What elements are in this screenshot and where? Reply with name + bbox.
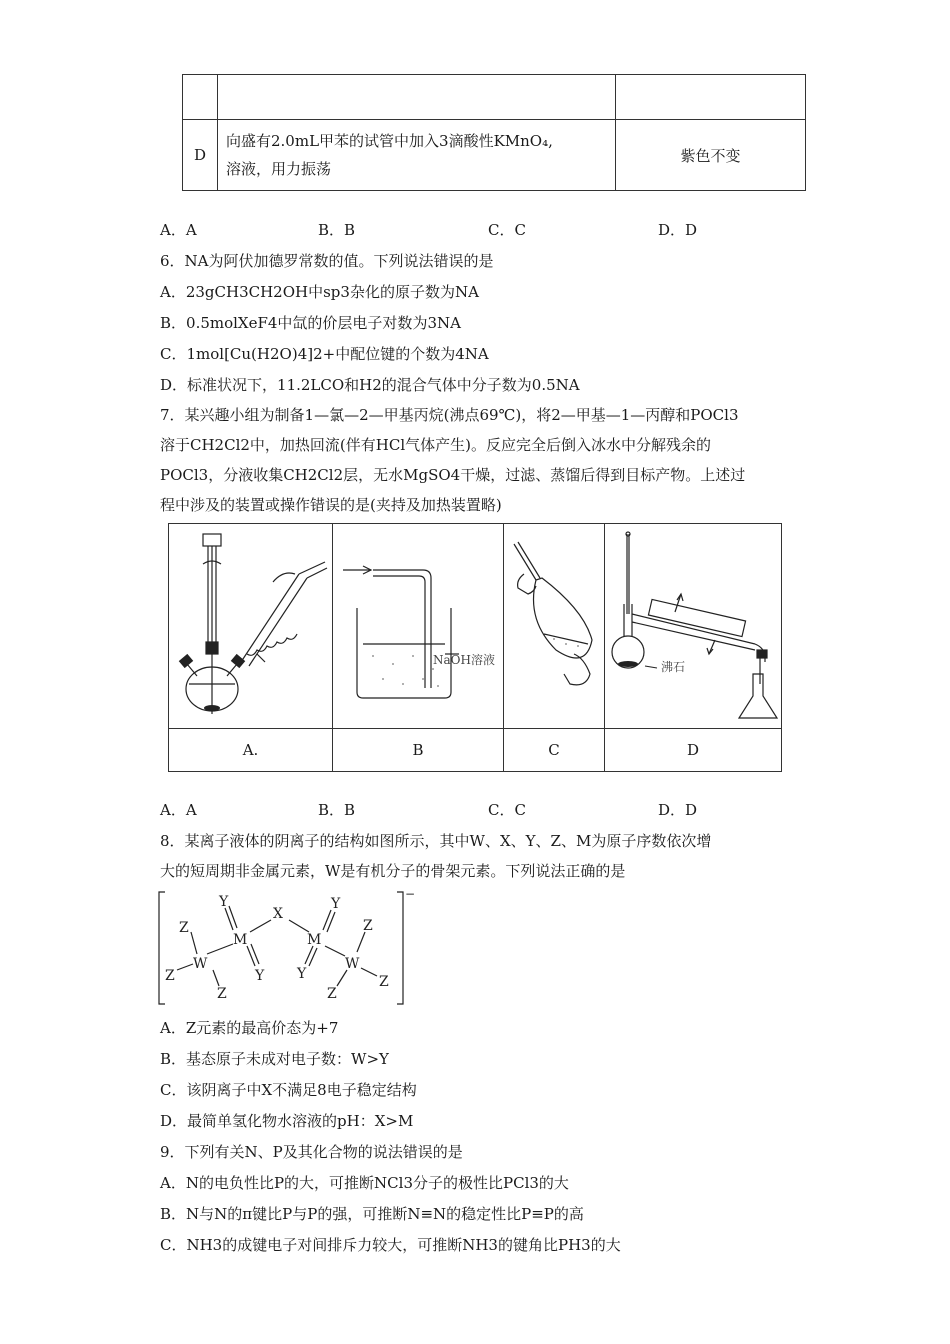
- atom-m: M: [233, 932, 248, 948]
- atom-z: Z: [363, 918, 373, 934]
- anion-charge: −: [405, 888, 416, 901]
- apparatus-c-cell: [504, 524, 605, 729]
- q5-row-d-label: D: [183, 120, 218, 191]
- q6-option-a: A．23gCH3CH2OH中sp3杂化的原子数为NA: [160, 283, 479, 301]
- panel-label-d: D: [605, 729, 782, 772]
- q6-option-c: C．1mol[Cu(H2O)4]2+中配位键的个数为4NA: [160, 345, 489, 363]
- atom-z: Z: [327, 986, 337, 1002]
- panel-label-c: C: [504, 729, 605, 772]
- atom-z: Z: [165, 968, 175, 984]
- atom-w: W: [193, 956, 208, 972]
- atom-w: W: [345, 956, 360, 972]
- reflux-apparatus-figure: [169, 524, 332, 724]
- atom-z: Z: [379, 974, 389, 990]
- atom-m: M: [307, 932, 322, 948]
- q9-option-c: C．NH3的成键电子对间排斥力较大，可推断NH3的键角比PH3的大: [160, 1236, 621, 1254]
- panel-label-a: A.: [169, 729, 333, 772]
- q8-option-c: C．该阴离子中X不满足8电子稳定结构: [160, 1081, 417, 1099]
- atom-z: Z: [179, 920, 189, 936]
- q9-option-b: B．N与N的π键比P与P的强，可推断N≡N的稳定性比P≡P的高: [160, 1205, 584, 1223]
- q5-option-b: B．B: [318, 221, 356, 239]
- apparatus-d-cell: [605, 524, 782, 729]
- q8-option-d: D．最简单氢化物水溶液的pH：X>M: [160, 1112, 414, 1130]
- atom-y: Y: [255, 968, 265, 984]
- atom-z: Z: [217, 986, 227, 1002]
- table-row: [183, 120, 806, 191]
- naoh-solution-label: NaOH溶液: [433, 653, 495, 667]
- q9-option-a: A．N的电负性比P的大，可推断NCl3分子的极性比PCl3的大: [160, 1174, 569, 1192]
- anion-structure-figure: [155, 888, 425, 1010]
- q8-stem-line2: 大的短周期非金属元素，W是有机分子的骨架元素。下列说法正确的是: [160, 862, 626, 880]
- q5-row-d-operation-line2: 溶液，用力振荡: [226, 160, 332, 178]
- apparatus-a-cell: [169, 524, 333, 729]
- q5-row-d-operation: [218, 120, 616, 191]
- q7-option-d: D．D: [658, 801, 698, 819]
- table-row: [169, 524, 782, 729]
- q7-option-b: B．B: [318, 801, 356, 819]
- boiling-stone-label: 沸石: [661, 660, 686, 674]
- q7-option-a: A．A: [160, 801, 197, 819]
- q7-stem-line2: 溶于CH2Cl2中，加热回流(伴有HCl气体产生)。反应完全后倒入冰水中分解残余的: [160, 436, 711, 454]
- q5-row-d-operation-line1: 向盛有2.0mL甲苯的试管中加入3滴酸性KMnO₄,: [226, 132, 553, 150]
- q6-option-d: D．标准状况下，11.2LCO和H2的混合气体中分子数为0.5NA: [160, 376, 580, 394]
- q8-option-b: B．基态原子未成对电子数：W>Y: [160, 1050, 389, 1068]
- beaker-apparatus-figure: [333, 524, 503, 724]
- atom-y: Y: [297, 966, 307, 982]
- panel-label-b: B: [333, 729, 504, 772]
- apparatus-b-cell: [333, 524, 504, 729]
- q5-row-d-phenomenon: 紫色不变: [616, 120, 806, 191]
- q7-option-c: C．C: [488, 801, 526, 819]
- q7-apparatus-table: [168, 523, 782, 772]
- q8-stem-line1: 8．某离子液体的阴离子的结构如图所示，其中W、X、Y、Z、M为原子序数依次增: [160, 832, 712, 850]
- q5-option-d: D．D: [658, 221, 698, 239]
- table-row: [169, 729, 782, 772]
- q5-option-a: A．A: [160, 221, 197, 239]
- q6-stem: 6．NA为阿伏加德罗常数的值。下列说法错误的是: [160, 252, 494, 270]
- q8-option-a: A．Z元素的最高价态为+7: [160, 1019, 339, 1037]
- q9-stem: 9．下列有关N、P及其化合物的说法错误的是: [160, 1143, 463, 1161]
- atom-x: X: [273, 906, 283, 922]
- q5-option-c: C．C: [488, 221, 526, 239]
- q5-table: [182, 74, 806, 191]
- separatory-funnel-figure: [504, 524, 604, 724]
- q7-stem-line4: 程中涉及的装置或操作错误的是(夹持及加热装置略): [160, 496, 502, 514]
- distillation-apparatus-figure: [605, 524, 781, 724]
- q6-option-b: B．0.5molXeF4中氙的价层电子对数为3NA: [160, 314, 461, 332]
- atom-y: Y: [331, 896, 341, 912]
- q7-stem-line3: POCl3，分液收集CH2Cl2层，无水MgSO4干燥，过滤、蒸馏后得到目标产物。上述过: [160, 466, 746, 484]
- q7-stem-line1: 7．某兴趣小组为制备1—氯—2—甲基丙烷(沸点69℃)，将2—甲基—1—丙醇和POCl3: [160, 406, 739, 424]
- table-row: [183, 75, 806, 120]
- atom-y: Y: [219, 894, 229, 910]
